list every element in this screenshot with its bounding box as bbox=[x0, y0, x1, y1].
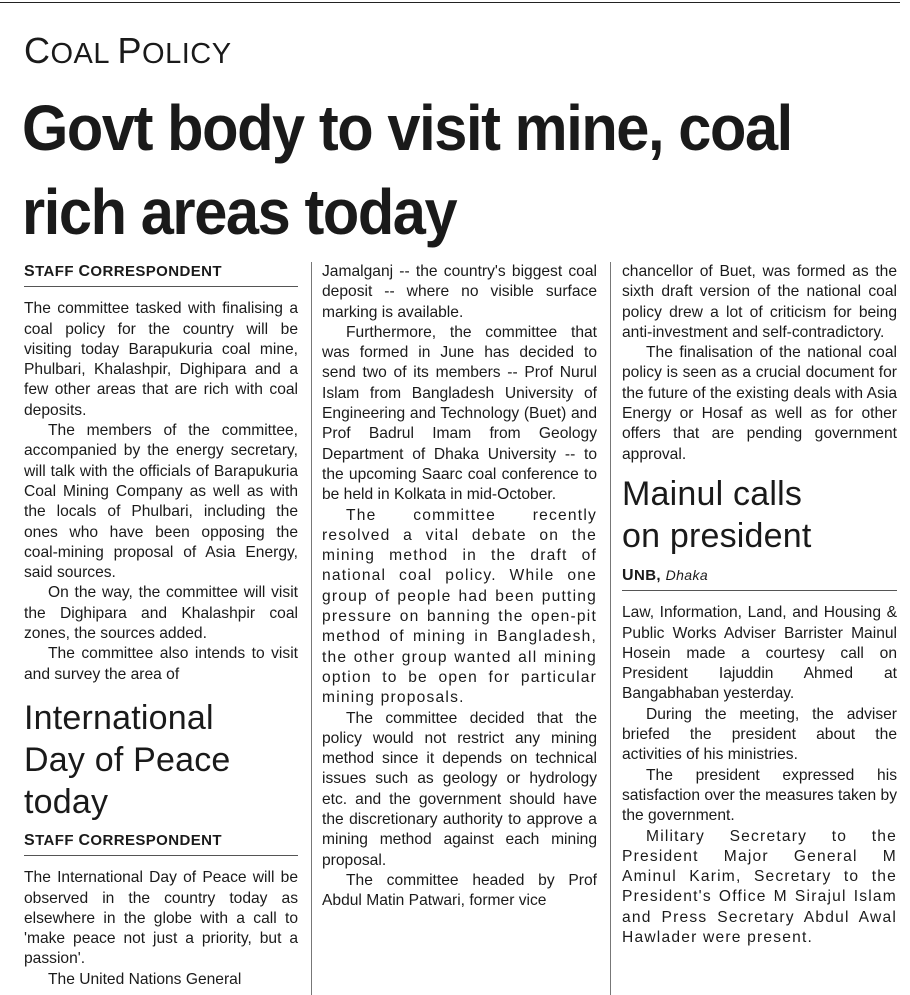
story3-headline-line-1: Mainul calls bbox=[622, 474, 803, 513]
column-divider-1 bbox=[311, 262, 312, 995]
headline-line-1: Govt body to visit mine, coal bbox=[22, 92, 792, 164]
story1-paragraph: Furthermore, the committee that was formed in June has decided to send two of its members -- Prof Nurul Islam from Bangladesh University of Engineering and Technology (Buet) and Prof Badrul Imam from Geology Department of Dhaka University -- to the upcoming Saarc coal conference to be held in Kolkata in mid-October. bbox=[322, 323, 597, 504]
story2-headline-line-3: today bbox=[24, 782, 109, 821]
headline-line-2: rich areas today bbox=[22, 176, 457, 248]
story1-paragraph: The committee decided that the policy would not restrict any mining method since it depends on technical issues such as geology or hydrology etc. and the government should have the discretionary authority to approve a mining method against each mining proposal. bbox=[322, 709, 597, 869]
story1-paragraph: The members of the committee, accompanied by the energy secretary, will talk with the officials of Barapukuria Coal Mining Company as well as with the locals of Phulbari, including the ones who have been opposing the coal-mining proposal of Asia Energy, said sources. bbox=[24, 422, 298, 582]
story1-paragraph: Jamalganj -- the country's biggest coal deposit -- where no visible surface marking is available. bbox=[322, 263, 597, 321]
story1-paragraph: The committee tasked with finalising a coal policy for the country will be visiting today Barapukuria coal mine, Phulbari, Khalashpir, Dighipara and a few other areas that are rich with coal deposits. bbox=[24, 300, 298, 419]
story2-headline-line-1: International bbox=[24, 698, 214, 737]
story3-dateline: UNB, Dhaka bbox=[622, 566, 709, 584]
story1-paragraph: chancellor of Buet, was formed as the sixth draft version of the national coal policy drew a lot of criticism for being anti-investment and self-contradictory. bbox=[622, 263, 897, 341]
story3-headline bbox=[622, 473, 897, 557]
story3-paragraph: Law, Information, Land, and Housing & Public Works Adviser Barrister Mainul Hosein made a courtesy call on President Iajuddin Ahmed at Bangabhaban yesterday. bbox=[622, 604, 897, 703]
story2-byline: STAFF CORRESPONDENT bbox=[24, 831, 222, 849]
column-3 bbox=[622, 262, 897, 948]
story2-headline-line-2: Day of Peace bbox=[24, 740, 231, 779]
section-kicker: COAL POLICY bbox=[24, 30, 232, 71]
story2-headline bbox=[24, 697, 298, 823]
story1-paragraph: The finalisation of the national coal policy is seen as a crucial document for the future of the existing deals with Asia Energy or Hosaf as well as for other offers that are pending government approval. bbox=[622, 344, 897, 463]
story3-paragraph: During the meeting, the adviser briefed the president about the activities of his ministries. bbox=[622, 705, 897, 764]
column-divider-2 bbox=[610, 262, 611, 995]
story3-paragraph: Military Secretary to the President Major General M Aminul Karim, Secretary to the President's Office M Sirajul Islam and Press Secretary Abdul Awal Hawlader were present. bbox=[622, 827, 897, 947]
column-2 bbox=[322, 262, 597, 912]
byline-rule bbox=[622, 590, 897, 591]
story1-byline: STAFF CORRESPONDENT bbox=[24, 263, 222, 280]
byline-rule bbox=[24, 855, 298, 856]
story2-paragraph: The International Day of Peace will be observed in the country today as elsewhere in the globe with a call to 'make peace not just a priority, but a passion'. bbox=[24, 869, 298, 968]
story1-paragraph: The committee recently resolved a vital debate on the mining method in the draft of national coal policy. While one group of people had been putting pressure on banning the open-pit method of mining in Bangladesh, the other group wanted all mining option to be open for particular mining proposals. bbox=[322, 506, 597, 707]
story1-paragraph: On the way, the committee will visit the Dighipara and Khalashpir coal zones, the sources added. bbox=[24, 584, 298, 643]
story1-paragraph: The committee also intends to visit and survey the area of bbox=[24, 645, 298, 683]
byline-rule bbox=[24, 286, 298, 287]
story2-paragraph: The United Nations General bbox=[48, 970, 242, 988]
dateline-place: Dhaka bbox=[665, 566, 709, 583]
top-rule bbox=[0, 2, 900, 3]
story3-paragraph: The president expressed his satisfaction over the measures taken by the government. bbox=[622, 766, 897, 825]
story3-headline-line-2: on president bbox=[622, 516, 812, 555]
main-headline bbox=[22, 86, 831, 254]
column-1 bbox=[24, 262, 298, 990]
story1-paragraph: The committee headed by Prof Abdul Matin Patwari, former vice bbox=[322, 871, 597, 910]
